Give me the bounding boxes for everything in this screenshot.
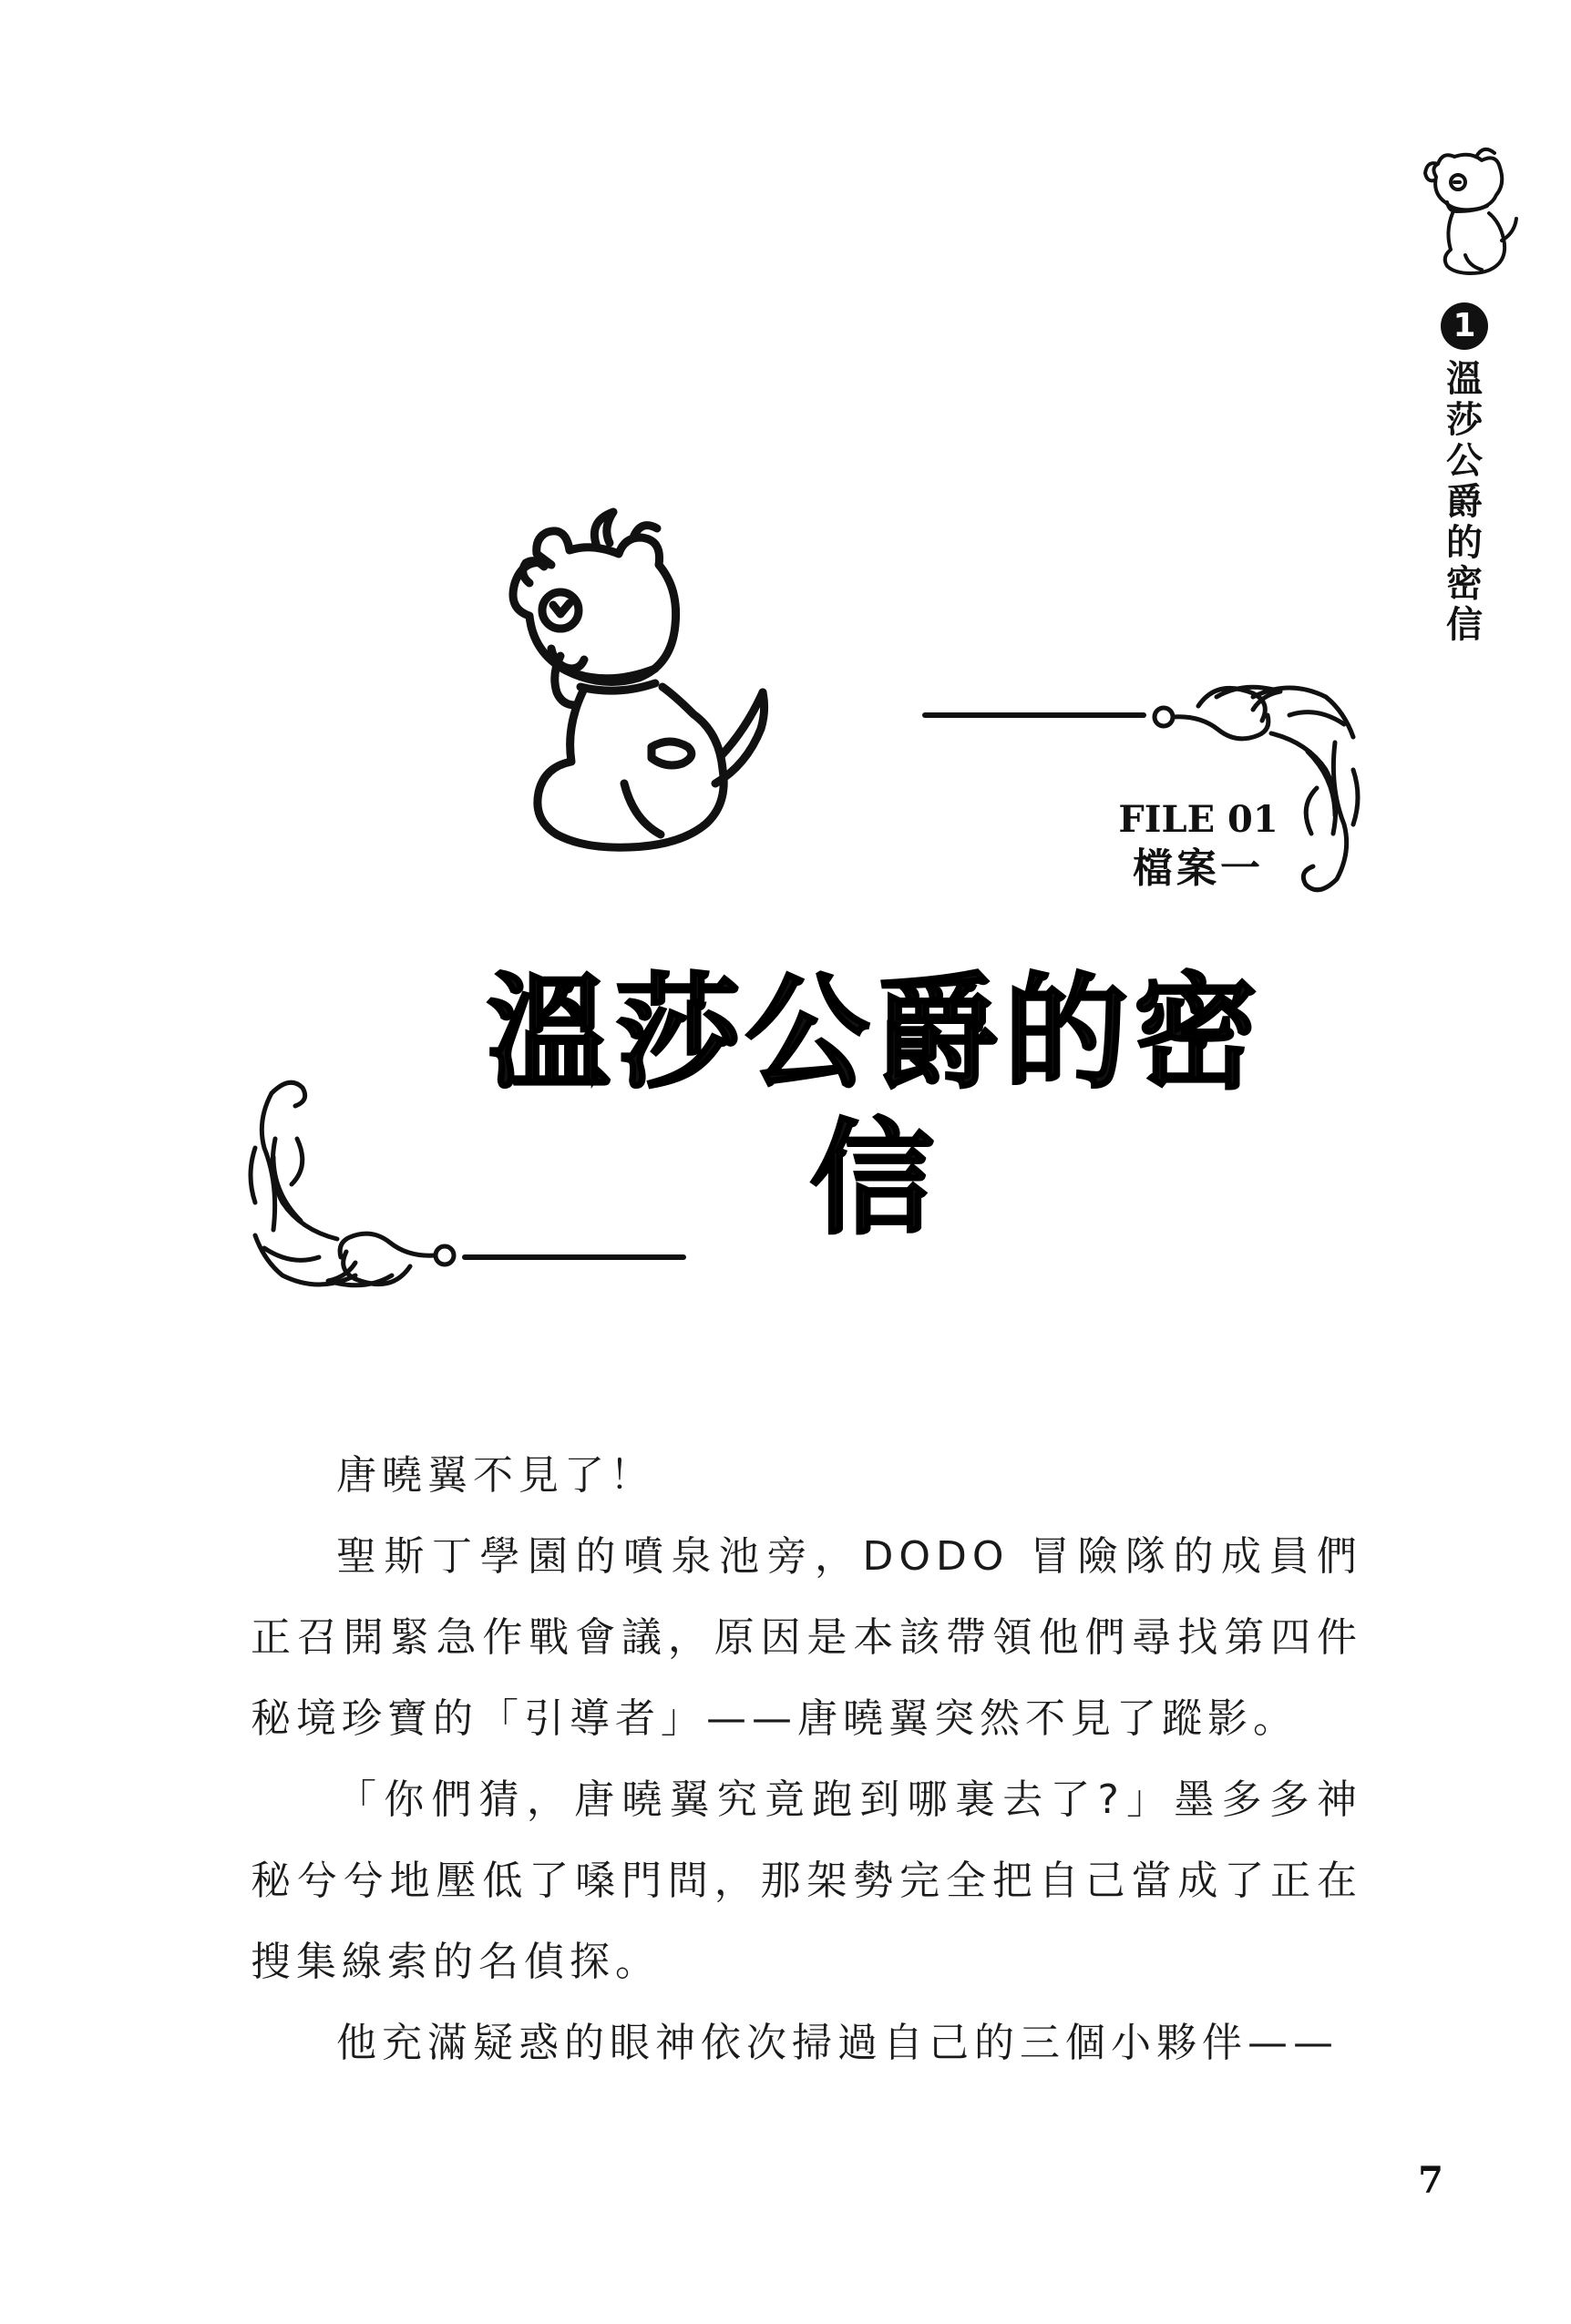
paragraph: 他充滿疑惑的眼神依次掃過自己的三個小夥伴—— xyxy=(336,2020,1339,2066)
running-header-title: 溫莎公爵的密信 xyxy=(1446,358,1483,646)
file-subtitle: 檔案一 xyxy=(1133,845,1264,892)
file-label: FILE 01 xyxy=(1118,798,1278,841)
mascot-dog-icon xyxy=(497,510,797,893)
paragraph: 唐曉翼不見了！ xyxy=(336,1452,655,1499)
paragraph: 聖斯丁學園的噴泉池旁，DODO 冒險隊的成員們正召開緊急作戰會議，原因是本該帶領他們尋找第四件秘境珍寶的「引導者」——唐曉翼突然不見了蹤影。 xyxy=(251,1533,1362,1742)
paragraph: 「你們猜，唐曉翼究竟跑到哪裏去了?」墨多多神秘兮兮地壓低了嗓門問，那架勢完全把自己當成了正在搜集線索的名偵探。 xyxy=(251,1776,1362,1985)
chapter-number-badge: 1 xyxy=(1441,302,1488,350)
chapter-title: 溫莎公爵的密信 xyxy=(487,962,1263,1252)
page-number: 7 xyxy=(1418,2159,1443,2202)
body-text xyxy=(251,1435,1362,2083)
side-mascot-icon xyxy=(1411,146,1520,287)
